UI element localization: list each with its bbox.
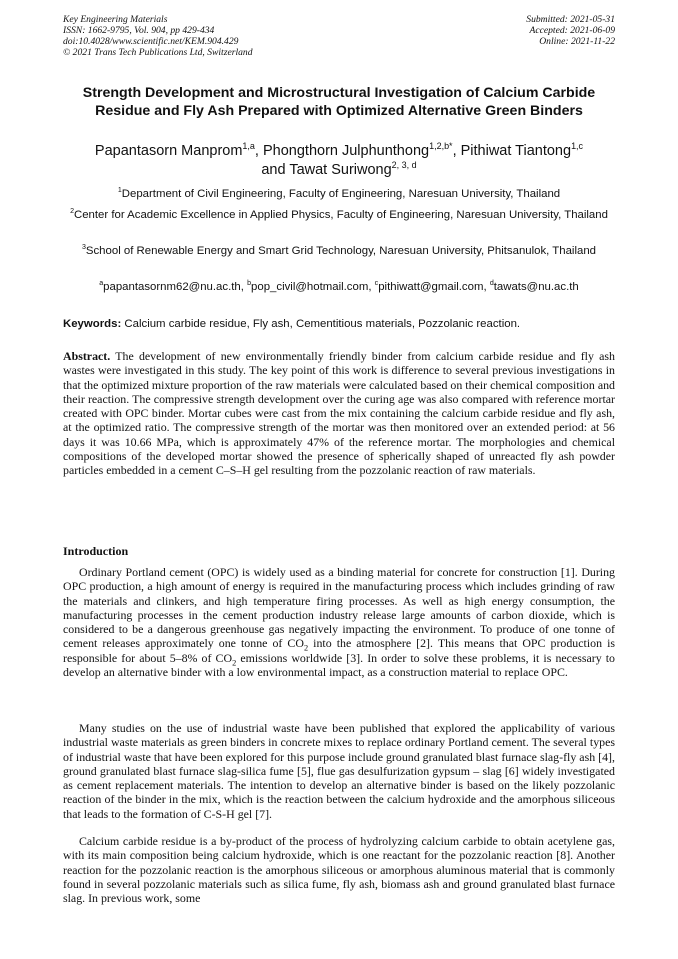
author-list: Papantasorn Manprom$^{1,a}$, Phongthorn Julphunthong$^{1,2,b*}$, Pithiwat Tiantong$^{1,c}$ and Tawat Suriwong$^{2, 3, d}$ — [94, 141, 584, 178]
introduction-heading: Introduction — [63, 544, 129, 558]
journal-header-right — [526, 14, 615, 47]
affiliation-text: School of Renewable Energy and Smart Grid Technology, Naresuan University, Phitsanulok, Thailand — [85, 245, 597, 257]
issn-line: ISSN: 1662-9795, Vol. 904, pp 429-434 — [63, 25, 215, 36]
author-affil-mark: 1,a — [242, 141, 255, 152]
journal-name: Key Engineering Materials — [63, 14, 168, 25]
accepted-date: Accepted: 2021-06-09 — [529, 25, 615, 36]
affiliation-number: 2 — [70, 208, 74, 216]
author-name: Papantasorn Manprom — [94, 143, 243, 159]
doi-line: doi:10.4028/www.scientific.net/KEM.904.429 — [63, 36, 239, 47]
author-affil-mark: 1,c — [571, 141, 584, 152]
intro-paragraph-1 — [63, 565, 615, 679]
author-name: Pithiwat Tiantong — [460, 143, 572, 159]
keywords-label: Keywords: — [63, 318, 122, 330]
email-list: $^a$papantasornm62@nu.ac.th, $^b$pop_civil@hotmail.com, $^c$pithiwatt@gmail.com, $^d$tawats@nu.ac.th — [99, 280, 579, 293]
online-date: Online: 2021-11-22 — [539, 36, 615, 47]
affiliation-number: 1 — [117, 187, 122, 195]
author-affil-mark: 2, 3, d — [391, 160, 417, 171]
abstract-label: Abstract. — [63, 349, 111, 363]
keywords-section — [63, 317, 615, 332]
author-name: Phongthorn Julphunthong — [262, 143, 430, 159]
author-conjunction: and — [261, 162, 286, 178]
affiliation-text: Center for Academic Excellence in Applied Physics, Faculty of Engineering, Naresuan University, Thailand — [73, 209, 608, 221]
email-d[interactable]: tawats@nu.ac.th — [493, 281, 579, 293]
intro-paragraph-3 — [63, 834, 615, 905]
affiliation-3 — [60, 243, 618, 259]
subscript-2: 2 — [303, 643, 309, 653]
abstract-text: The development of new environmentally friendly binder from calcium carbide residue and fly ash wastes were investigated in this study. The key point of this work is difference to several previous investigations in that the optimized mixture proportion of the raw materials were calculated based on their chemical composition and their reaction. The compressive strength development over the curing age was also compared with reference mortar created with OPC binder. Mortar cubes were cast from the mix containing the calcium carbide residue and fly ash, at the optimized ratio. The compressive strength of the mortar was then monitored over an extended period: at 56 days it was 10.66 MPa, which is approximately 47% of the reference mortar. The morphologies and chemical compositions of the developed mortar showed the presence of spherically shaped of unreacted fly ash powder particles embedded in a cement C–S–H gel resulting from the pozzolanic reaction of raw materials. — [63, 349, 615, 478]
subscript-2: 2 — [232, 658, 237, 668]
email-b[interactable]: pop_civil@hotmail.com — [251, 281, 369, 293]
paragraph-text: emissions worldwide [3]. In order to solve these problems, it is necessary to develop an alternative binder with a low environmental impact, as a construction material to replace OPC. — [63, 650, 616, 680]
affiliation-1 — [60, 186, 618, 202]
email-c[interactable]: pithiwatt@gmail.com — [378, 281, 484, 293]
paragraph-text: into the atmosphere [2]. This means that OPC production is responsible for about 5–8% of CO — [63, 636, 616, 665]
author-name: Tawat Suriwong — [289, 162, 392, 178]
affiliation-text: Department of Civil Engineering, Faculty of Engineering, Naresuan University, Thailand — [121, 188, 561, 200]
intro-paragraph-2 — [63, 721, 615, 821]
submitted-date: Submitted: 2021-05-31 — [526, 14, 615, 25]
paragraph-text: Many studies on the use of industrial waste have been published that explored the applicability of various industrial waste materials as green binders in concrete mixes to replace ordinary Portland cement. The several types of industrial waste that have been explored for this purpose include ground granulated blast furnace slag-fly ash [4], ground granulated blast furnace slag-silica fume [5], flue gas desulfurization gypsum – slag [6] widely investigated as cement replacement materials. The intention to develop an alternative binder is based on the likely pozzolanic reaction of the binder in the mix, which is the reaction between the calcium hydroxide and the amorphous siliceous that leads to the formation of C-S-H gel [7]. — [63, 721, 615, 821]
journal-header-left — [63, 14, 253, 58]
affiliation-number: 3 — [81, 244, 86, 252]
copyright-line: © 2021 Trans Tech Publications Ltd, Switzerland — [63, 47, 253, 58]
abstract-section — [63, 349, 615, 478]
email-a[interactable]: papantasornm62@nu.ac.th — [103, 281, 241, 293]
paragraph-text: Ordinary Portland cement (OPC) is widely used as a binding material for concrete for construction [1]. During OPC production, a high amount of energy is required in the manufacturing process which includes grinding of raw the materials and clinkers, and high temperature firing processes. As well as high energy consumption, the manufacturing processes in the cement production industry release large amounts of carbon dioxide, which is considered to be a dangerous greenhouse gas negatively impacting the environment. To produce of one tonne of cement releases approximately one tonne of CO — [63, 565, 615, 651]
paper-title: Strength Development and Microstructural Investigation of Calcium Carbide Residue and Fly Ash Prepared with Optimized Alternative Green Binders — [82, 85, 596, 119]
paragraph-text: Calcium carbide residue is a by-product of the process of hydrolyzing calcium carbide to obtain acetylene gas, with its main composition being calcium hydroxide, which is one reactant for the pozzolanic reaction [8]. Another reaction for the pozzolanic reaction is the amorphous siliceous or amorphous aluminous material that is commonly found in several pozzolanic materials such as silica fume, fly ash, biomass ash and ground granulated blast furnace slag. In previous work, some — [63, 834, 615, 906]
affiliation-2 — [60, 207, 618, 223]
author-affil-mark: 1,2,b* — [429, 141, 453, 152]
keywords-text: Calcium carbide residue, Fly ash, Cementitious materials, Pozzolanic reaction. — [124, 318, 521, 330]
